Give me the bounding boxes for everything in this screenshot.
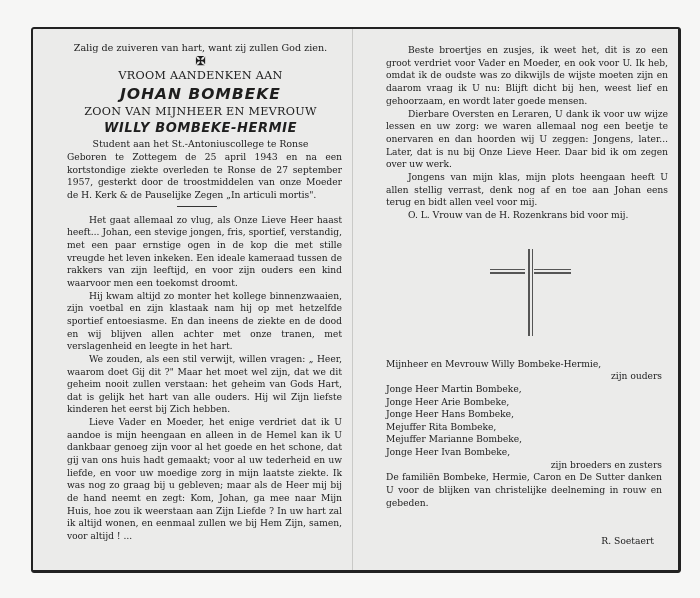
family-list	[386, 359, 668, 510]
divider-line	[177, 206, 217, 207]
sibling: Mejuffer Rita Bombeke,	[386, 422, 497, 433]
motto: Zalig de zuiveren van hart, want zij zullen God zien.	[73, 43, 328, 54]
sibling: Jonge Heer Martin Bombeke,	[386, 385, 522, 396]
deceased-name: JOHAN BOMBEKE	[120, 85, 281, 103]
sibling: Jonge Heer Arie Bombeke,	[386, 397, 510, 408]
memorial-heading: VROOM AANDENKEN AAN	[118, 69, 283, 82]
parents-name: WILLY BOMBEKE-HERMIE	[103, 121, 298, 136]
parents-role: zijn ouders	[611, 372, 662, 383]
son-of-line: ZOON VAN MIJNHEER EN MEVROUW	[84, 105, 317, 118]
right-page	[353, 29, 678, 570]
parents-line: Mijnheer en Mevrouw Willy Bombeke-Hermie,	[386, 359, 602, 370]
sibling: Jonge Heer Hans Bombeke,	[386, 410, 514, 421]
left-page	[33, 29, 352, 570]
student-line: Student aan het St.-Antoniuscollege te Ronse	[92, 139, 309, 150]
paragraph: Beste broertjes en zusjes, ik weet het, dit is zo een groot verdriet voor Vader en Moeder, en ook voor U. Ik heb, omdat ik de oudste was zo dikwijls de wijste moeten zijn en daarom vraag ik U nu: Blijft dicht bij hen, weest lief en gehoorzaam, en wordt later goede mensen.	[386, 46, 668, 107]
siblings-role: zijn broeders en zusters	[550, 460, 662, 471]
cross-icon: ✠	[195, 54, 206, 68]
paragraph: We zouden, als een stil verwijt, willen vragen: „ Heer, waarom doet Gij dit ?" Maar het moet wel zijn, dat we dit geheim nooit zullen verstaan: het geheim van Gods Hart, dat is gelijk het hart van alle ouders. Hij wil Zijn liefste kinderen het eerst bij Zich hebben.	[67, 354, 342, 416]
thanks-text: De familiën Bombeke, Hermie, Caron en De Sutter danken U voor de blijken van christelijke deelneming in rouw en gebeden.	[386, 473, 662, 509]
cross-icon	[386, 249, 668, 341]
prayer-line: O. L. Vrouw van de H. Rozenkrans bid voor mij.	[408, 211, 629, 222]
paragraph: Dierbare Oversten en Leraren, U dank ik voor uw wijze lessen en uw zorg: we waren allemaal nog een beetje te onervaren en dan hoorden wij U zeggen: Jongens, later... Later, dat is nu bij Onze Lieve Heer. Daar bid ik om zegen over uw werk.	[386, 109, 668, 171]
printer-name: R. Soetaert	[601, 536, 654, 548]
paragraph: Lieve Vader en Moeder, het enige verdriet dat ik U aandoe is mijn heengaan en alleen in de Hemel kan ik U dankbaar genoeg zijn voor al het goede en het schone, dat gij van ons huis hadt gemaakt; voor al uw tederheid en uw liefde, en voor uw moedige zorg in mijn laatste ziekte. Ik was nog zo graag bij u gebleven; maar als de Heer mij bij de hand neemt en zegt: Kom, Johan, ga mee naar Mijn Huis, hoe zou ik weerstaan aan Zijn Liefde ? In uw hart zal ik altijd wonen, en eenmaal zullen we bij Hem Zijn, samen, voor altijd ! ...	[67, 418, 342, 543]
sibling: Mejuffer Marianne Bombeke,	[386, 435, 523, 446]
paragraph: Jongens van mijn klas, mijn plots heengaan heeft U allen stellig verrast, denk nog af en toe aan Johan eens terug en bidt allen veel voor mij.	[386, 173, 668, 209]
memorial-card	[31, 27, 681, 573]
paragraph: Het gaat allemaal zo vlug, als Onze Lieve Heer haast heeft... Johan, een stevige jongen, fris, sportief, verstandig, met een paar ernstige ogen in de kop die met stille vreugde het leven inkeken. Een ideale kameraad tussen de rakkers van zijn leeftijd, en voor zijn ouders een kind waarvoor men een toekomst droomt.	[67, 215, 342, 289]
paragraph: Hij kwam altijd zo monter het kollege binnenzwaaien, zijn voetbal en zijn klastaak nam hij op met hetzelfde sportief entoesiasme. En dan ineens de ziekte en de dood en wij blijven allen achter met onze tranen, met verslagenheid en leegte in het hart.	[67, 291, 342, 353]
birth-death-text: Geboren te Zottegem de 25 april 1943 en na een kortstondige ziekte overleden te Ronse de 27 september 1957, gesterkt door de troostmiddelen van onze Moeder de H. Kerk & de Pauselijke Zegen „In articuli mortis".	[67, 153, 342, 201]
sibling: Jonge Heer Ivan Bombeke,	[386, 448, 511, 458]
